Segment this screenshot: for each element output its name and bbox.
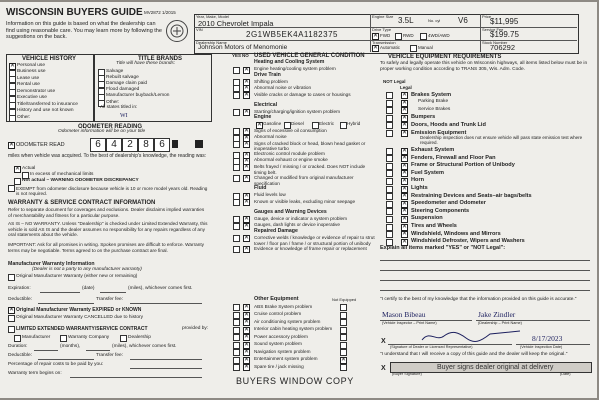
title-brand-item: Damage claim paid: [106, 80, 148, 86]
legal-checkbox[interactable]: ✕: [402, 193, 408, 200]
condition-item: Fluid levels low: [254, 192, 286, 198]
automatic-checkbox[interactable]: ✕: [373, 45, 379, 51]
odometer-option: Not actual – WARNING ODOMETER DISCREPANCY: [22, 177, 139, 183]
not-legal-checkbox[interactable]: [386, 186, 393, 193]
provided-by-label: provided by:: [182, 326, 209, 331]
not-legal-checkbox[interactable]: [386, 122, 393, 129]
legal-checkbox[interactable]: ✕: [402, 185, 408, 192]
history-item: Rental use: [17, 82, 40, 87]
dealership-label: Dealership Name: [196, 40, 227, 45]
equipment-item: Speedometer and Odometer: [411, 200, 486, 207]
transmission-label: Transmission: [372, 40, 396, 45]
title-brand-item: Salvage: [106, 68, 124, 74]
other-equipment-item: Entertainment system problem: [254, 356, 318, 361]
condition-no-checkbox[interactable]: ✕: [244, 222, 250, 229]
fuel-type-checkbox[interactable]: [340, 122, 347, 129]
not-equipped-checkbox[interactable]: [340, 334, 347, 341]
history-item: Lease use: [17, 75, 40, 81]
condition-item: Shifting problem: [254, 78, 288, 84]
awd-label: 4WD/AWD: [428, 33, 450, 38]
not-equipped-checkbox[interactable]: [340, 327, 347, 334]
fwd-label: FWD: [380, 33, 391, 38]
equipment-item: Windshield Defroster, Wipers and Washers: [411, 238, 525, 245]
condition-yes-checkbox[interactable]: [233, 175, 240, 182]
other-equipment-item: Spare tire / jack missing: [254, 363, 304, 369]
price-label: Price: [482, 14, 492, 19]
condition-item: Gauge, device or indicator a system problem: [254, 215, 348, 221]
condition-yes-checkbox[interactable]: [233, 92, 240, 99]
odometer-subtitle: Odometer information will be on your title: [58, 129, 146, 134]
condition-no-checkbox[interactable]: ✕: [244, 192, 250, 199]
orig-cancelled-checkbox[interactable]: [8, 315, 15, 322]
inspector-label: (Vehicle Inspector – Print Name): [382, 321, 437, 325]
title-brands-subtitle: Title will have these brands:: [116, 61, 176, 66]
equipment-no-checkbox[interactable]: ✕: [244, 334, 250, 340]
service-fee-label: Service Fee: [482, 27, 504, 32]
history-item: Business use: [17, 69, 46, 74]
condition-no-checkbox[interactable]: ✕: [244, 164, 250, 171]
odometer-digit-mark: [195, 140, 203, 148]
odometer-option: In excess of mechanical limits: [30, 171, 94, 177]
equipment-item: Emission Equipment: [411, 129, 467, 136]
legal-checkbox[interactable]: ✕: [402, 155, 408, 162]
other-equipment-item: Navigation system problem: [254, 348, 311, 354]
not-equipped-checkbox[interactable]: [340, 312, 347, 319]
vehicle-history-title: VEHICLE HISTORY: [22, 56, 77, 62]
limited-warranty-title: LIMITED EXTENDED WARRANTY/SERVICE CONTRACT: [16, 326, 148, 332]
orig-warranty-applies: Original Manufacturer Warranty (either new or remaining): [16, 274, 138, 279]
condition-no-checkbox[interactable]: ✕: [244, 235, 250, 242]
not-legal-checkbox[interactable]: [386, 107, 393, 114]
emission-note: Dealership inspection does not ensure vehicle will pass state emission test where required.: [420, 135, 583, 146]
condition-item: Abnormal noise or vibration: [254, 84, 312, 90]
page-title: WISCONSIN BUYERS GUIDE: [6, 7, 143, 18]
months-hint: (months),: [60, 344, 81, 349]
not-legal-checkbox[interactable]: [386, 170, 393, 177]
yes-col-label: YES: [232, 53, 242, 58]
percentage-label: Percentage of repair costs to be paid by you:: [8, 362, 104, 367]
equipment-item: Brakes System: [411, 91, 452, 98]
title-brand-item: Rebuilt salvage: [106, 74, 139, 80]
stock-label: Stock Number: [482, 40, 508, 45]
footer-title: BUYERS WINDOW COPY: [236, 376, 354, 386]
equipment-item: Frame or Structural Portion of Unibody: [411, 162, 515, 169]
equipment-yes-checkbox[interactable]: [233, 304, 240, 311]
equipment-yes-checkbox[interactable]: [233, 334, 240, 341]
equipment-item: Bumpers: [411, 114, 436, 121]
legal-checkbox[interactable]: ✕: [402, 162, 408, 169]
equipment-no-checkbox[interactable]: ✕: [244, 364, 250, 370]
dealer-signature: [420, 328, 530, 344]
odometer-option: Actual: [22, 165, 36, 171]
form-number: MV2872 1/2015: [144, 10, 176, 15]
not-legal-checkbox[interactable]: [386, 231, 393, 238]
inspector-name: Mason Bibeau: [382, 310, 426, 319]
equipment-item: Fenders, Firewall and Floor Pan: [411, 154, 496, 161]
condition-no-checkbox[interactable]: ✕: [244, 134, 250, 141]
condition-item: Electronic control module problem: [254, 151, 325, 157]
signature-x-mark: X: [381, 338, 386, 345]
odometer-option-checkbox[interactable]: [8, 185, 15, 192]
condition-section-title: Drive Train: [254, 71, 281, 78]
equipment-requirements-title: VEHICLE EQUIPMENT REQUIREMENTS: [388, 54, 502, 60]
limited-warranty-checkbox[interactable]: [8, 326, 15, 333]
orig-warranty-applies-checkbox[interactable]: [8, 274, 15, 281]
not-legal-checkbox[interactable]: [386, 115, 393, 122]
other-equipment-item: Sound system problem: [254, 341, 302, 346]
history-checkbox[interactable]: ✕: [10, 63, 16, 69]
odometer-digit: 2: [122, 138, 138, 152]
condition-yes-checkbox[interactable]: [233, 141, 240, 148]
date2-label: (Date): [560, 372, 571, 376]
not-equipped-checkbox[interactable]: [340, 349, 347, 356]
equipment-item: Horn: [411, 177, 425, 184]
fuel-type: Gasoline: [263, 121, 282, 127]
price-value: $11,995: [490, 17, 519, 26]
odometer-option-checkbox[interactable]: [14, 178, 21, 185]
history-item: Personal use: [17, 62, 45, 68]
history-item: Title/transferred to insurance: [17, 101, 78, 107]
not-equipped-label: Not Equipped: [332, 297, 357, 302]
other-equipment-title: Other Equipment: [254, 296, 299, 302]
condition-item: Signs of excessive oil consumption: [254, 127, 327, 133]
year-make-model: 2010 Chevrolet Impala: [198, 19, 274, 28]
fuel-type: Diesel: [291, 121, 304, 127]
miles-hint: (miles), whichever comes first.: [128, 286, 193, 291]
equipment-no-checkbox[interactable]: ✕: [244, 304, 250, 310]
condition-no-checkbox[interactable]: ✕: [244, 91, 250, 98]
explain-label: Explain all items marked "YES" or "NOT Legal":: [380, 245, 506, 251]
miles2-hint: (miles), whichever comes first.: [112, 344, 177, 349]
equipment-item: Doors, Hoods and Trunk Lid: [411, 121, 486, 128]
title-brands-title: TITLE BRANDS: [138, 56, 182, 62]
equipment-no-checkbox[interactable]: ✕: [244, 349, 250, 355]
rwd-checkbox[interactable]: [395, 33, 402, 40]
odometer-digit: 8: [138, 138, 154, 152]
title-brand-item: Other:: [106, 99, 120, 105]
condition-no-checkbox[interactable]: ✕: [244, 66, 250, 73]
dealer-rep-label: (Dealership – Print Name): [478, 321, 522, 325]
legal-checkbox[interactable]: ✕: [402, 170, 408, 177]
provider-checkbox[interactable]: [14, 335, 21, 342]
equipment-item: Exhaust System: [411, 147, 455, 153]
condition-item: Gauges, dash lights or device inoperative: [254, 222, 340, 227]
duration-label: Duration:: [8, 344, 28, 349]
provider-checkbox[interactable]: [120, 335, 127, 342]
history-item: History and use not known: [17, 108, 74, 113]
ymm-label: Year, Make, Model: [196, 14, 229, 19]
condition-section-title: Gauges and Warning Devices: [254, 208, 327, 215]
history-item: Other:: [17, 114, 31, 120]
fuel-type: Hybrid: [347, 121, 361, 127]
not-legal-col-label: NOT Legal: [383, 79, 406, 84]
other-equipment-item: Air conditioning system problem: [254, 318, 321, 324]
cyl-label: No. cyl: [428, 18, 441, 23]
provider-option: Warranty Company: [68, 335, 110, 340]
condition-yes-checkbox[interactable]: [233, 246, 240, 253]
condition-item: Abnormal noise: [254, 134, 287, 139]
equipment-no-checkbox[interactable]: ✕: [244, 326, 250, 333]
condition-yes-checkbox[interactable]: [233, 235, 240, 242]
engine-size: 3.5L: [398, 16, 414, 25]
condition-yes-checkbox[interactable]: [233, 164, 240, 171]
odometer-digit: 6: [90, 138, 106, 152]
equipment-yes-checkbox[interactable]: [233, 364, 240, 371]
understand-text: "I understand that I will receive a copy of this guide and the dealer will keep the original.": [380, 352, 568, 357]
warranty-title: WARRANTY & SERVICE CONTRACT INFORMATION: [8, 200, 156, 206]
odometer-read-label: ODOMETER READ: [16, 142, 65, 148]
not-legal-checkbox[interactable]: [386, 224, 393, 231]
equipment-yes-checkbox[interactable]: [233, 342, 240, 349]
vin-value: 2G1WB5EK4A1182375: [246, 30, 338, 39]
not-legal-checkbox[interactable]: [386, 92, 393, 99]
legal-checkbox[interactable]: ✕: [402, 177, 408, 184]
fwd-checkbox[interactable]: ✕: [373, 33, 379, 39]
legal-checkbox[interactable]: ✕: [402, 114, 408, 121]
deductible2-label: Deductible:: [8, 353, 32, 358]
condition-no-checkbox[interactable]: ✕: [244, 216, 250, 223]
date-hint: (date): [82, 286, 95, 291]
manufacturer-warranty-sub: (Dealer is not a party to any manufacturer warranty): [32, 267, 142, 272]
equipment-item: Steering Components: [411, 207, 470, 214]
no-col-label: NO: [242, 53, 249, 58]
legal-col-label: Legal: [400, 85, 412, 90]
certify-text: "I certify to the best of my knowledge that the information provided on this guide is accurate.": [380, 297, 577, 302]
condition-item: Signs of cracked block or head, blown head gasket or inoperative turbo: [254, 140, 366, 152]
legal-checkbox[interactable]: ✕: [402, 231, 408, 238]
equipment-item: Tires and Wheels: [411, 223, 457, 229]
condition-item: Engine heating/cooling system problem: [254, 66, 336, 71]
manual-checkbox[interactable]: [410, 45, 417, 52]
equipment-item: Restraining Devices and Seats–air bags/belts: [411, 192, 532, 199]
dealership-name: Johnson Motors of Menomonie: [198, 44, 288, 51]
equipment-no-checkbox[interactable]: ✕: [244, 341, 250, 348]
fuel-type: Electric: [319, 121, 335, 127]
odometer-note: miles when vehicle was acquired. To the best of dealership's knowledge, the reading was:: [8, 153, 207, 159]
history-checkbox[interactable]: [9, 115, 16, 122]
condition-no-checkbox[interactable]: ✕: [244, 79, 250, 86]
not-legal-checkbox[interactable]: [386, 163, 393, 170]
condition-yes-checkbox[interactable]: [233, 223, 240, 230]
equipment-yes-checkbox[interactable]: [233, 357, 240, 364]
automatic-label: Automatic: [380, 45, 401, 50]
not-equipped-checkbox[interactable]: [340, 319, 347, 326]
date-label: (Vehicle Inspection Date): [520, 345, 563, 349]
not-legal-checkbox[interactable]: [386, 201, 393, 208]
other-equipment-item: Interior cabin heating system problem: [254, 326, 333, 331]
equipment-item: Service Brakes: [418, 106, 451, 112]
all-states-value: WI: [120, 113, 128, 119]
condition-yes-checkbox[interactable]: [233, 109, 240, 116]
condition-yes-checkbox[interactable]: [233, 199, 240, 206]
not-legal-checkbox[interactable]: [386, 148, 393, 155]
equipment-yes-checkbox[interactable]: [233, 327, 240, 334]
drive-label: Drive Type: [372, 27, 392, 32]
title-brand-item: Manufacturer buyback/Lemon: [106, 93, 170, 99]
manual-label: Manual: [418, 45, 433, 50]
not-legal-checkbox[interactable]: [386, 178, 393, 185]
engine-label: Engine Size: [372, 14, 394, 19]
legal-checkbox[interactable]: ✕: [402, 200, 408, 207]
legal-checkbox[interactable]: ✕: [402, 130, 408, 136]
odometer-option: EXEMPT from odometer disclosure because vehicle is 10 or more model years old. Reading is not required.: [16, 185, 208, 196]
legal-checkbox[interactable]: ✕: [402, 223, 408, 230]
equipment-no-checkbox[interactable]: ✕: [244, 311, 250, 318]
equipment-yes-checkbox[interactable]: [233, 349, 240, 356]
buyer-sig-label: (Buyer Signature): [392, 372, 422, 376]
condition-section-title: Repaired Damage: [254, 227, 298, 234]
legal-checkbox[interactable]: ✕: [402, 208, 408, 215]
manufacturer-warranty-title: Manufacturer Warranty Information: [8, 261, 95, 267]
general-condition-title: USED VEHICLE GENERAL CONDITION: [254, 53, 365, 59]
rwd-label: RWD: [403, 33, 414, 38]
cylinders: V6: [458, 16, 468, 25]
odometer-digit-mark: [172, 140, 178, 148]
inspection-date: 8/17/2023: [532, 334, 563, 343]
warranty-begins-label: Warranty term begins on:: [8, 371, 62, 376]
legal-checkbox[interactable]: ✕: [402, 107, 408, 114]
orig-cancelled: Original Manufacturer Warranty CANCELLED due to history: [16, 315, 143, 320]
not-legal-checkbox[interactable]: [386, 130, 393, 137]
legal-checkbox[interactable]: ✕: [402, 99, 408, 106]
transfer-fee-label: Transfer fee:: [96, 297, 124, 302]
equipment-item: Parking Brake: [418, 99, 449, 105]
equipment-no-checkbox[interactable]: ✕: [244, 356, 250, 363]
condition-no-checkbox[interactable]: ✕: [244, 85, 250, 92]
as-is-text: AS IS – NO WARRANTY. Unless "Dealership" is checked under Limited Extended Warranty, this vehicle is sold AS IS and the dealer assumes no responsibility for any repairs regardless of any oral statements about the vehicle.: [8, 221, 208, 237]
other-equipment-item: ABS Brake System problem: [254, 303, 313, 309]
legal-checkbox[interactable]: ✕: [402, 147, 408, 154]
dealer-rep-name: Jake Zindler: [478, 310, 516, 319]
buyers-guide-document: [0, 2, 597, 398]
provider-checkbox[interactable]: [60, 335, 67, 342]
condition-section-title: Fluid: [254, 185, 267, 192]
odometer-title: ODOMETER READING: [78, 124, 143, 130]
condition-item: Abnormal exhaust or engine smoke: [254, 157, 328, 163]
buyer-x-mark: X: [381, 365, 386, 372]
condition-yes-checkbox[interactable]: [233, 67, 240, 74]
condition-no-checkbox[interactable]: ✕: [244, 140, 250, 147]
stock-number: 706292: [490, 43, 516, 52]
transfer-fee2-label: Transfer fee:: [96, 353, 124, 358]
condition-section-title: Heating and Cooling System: [254, 59, 325, 65]
deductible-label: Deductible:: [8, 297, 32, 302]
equipment-item: Lights: [411, 185, 428, 191]
intro-text: Information on this guide is based on what the dealership can find using reasonable care. You may learn more by following the suggestions on the back.: [6, 21, 162, 41]
legal-checkbox[interactable]: ✕: [402, 92, 408, 98]
not-equipped-checkbox[interactable]: [340, 304, 347, 311]
condition-section-title: Electrical: [254, 101, 278, 108]
odometer-read-checkbox[interactable]: ✕: [9, 142, 15, 148]
not-legal-checkbox[interactable]: [386, 208, 393, 215]
history-item: Executive use: [17, 95, 47, 100]
condition-item: Evidence or knowledge of frame repair or replacement: [254, 246, 367, 252]
condition-no-checkbox[interactable]: ✕: [244, 157, 250, 164]
equipment-item: Windshield, Windows and Mirrors: [411, 230, 501, 237]
condition-section-title: Engine: [254, 114, 272, 121]
not-equipped-checkbox[interactable]: [340, 342, 347, 349]
all-states-label: All states titled in:: [100, 105, 138, 110]
condition-item: Visible cracks or damage to cases or housings: [254, 91, 351, 97]
service-fee-value: $199.75: [490, 30, 519, 39]
history-item: Demonstrator use: [17, 88, 56, 94]
equipment-yes-checkbox[interactable]: [233, 319, 240, 326]
other-equipment-item: Cruise control problem: [254, 311, 302, 316]
orig-expired: Original Manufacturer Warranty EXPIRED or KNOWN: [16, 307, 142, 313]
buyer-sign-note: Buyer signs dealer original at delivery: [437, 364, 554, 371]
condition-no-checkbox[interactable]: ✕: [244, 128, 250, 135]
awd-checkbox[interactable]: [420, 33, 427, 40]
condition-item: Starting/charging/ignition system problem: [254, 108, 340, 114]
condition-item: Corrective welds / knowledge or evidence of repair to strut tower / floor pan / frame / or structural portion of unibody: [254, 235, 375, 246]
odometer-digit: 6: [154, 138, 170, 152]
condition-no-checkbox[interactable]: ✕: [244, 109, 250, 116]
legal-checkbox[interactable]: ✕: [402, 215, 408, 222]
not-equipped-checkbox[interactable]: [340, 364, 347, 371]
title-brand-item: Flood damaged: [106, 87, 140, 93]
not-equipped-checkbox[interactable]: ✕: [341, 356, 347, 363]
orig-expired-checkbox[interactable]: ✕: [9, 307, 15, 313]
condition-item: Belts frayed / missing / or cracked. Does NOT include timing belt.: [254, 164, 366, 175]
legal-checkbox[interactable]: ✕: [402, 122, 408, 129]
condition-no-checkbox[interactable]: ✕: [244, 198, 250, 205]
not-legal-checkbox[interactable]: [386, 100, 393, 107]
equipment-item: Suspension: [411, 215, 443, 222]
condition-no-checkbox[interactable]: ✕: [244, 151, 250, 158]
not-legal-checkbox[interactable]: [386, 193, 393, 200]
warranty-disclaimer: Refer to separate document for coverages and exclusions. Dealer disclaims implied warranties of merchantability and fitness for a particular purpose.: [8, 207, 205, 218]
not-legal-checkbox[interactable]: [386, 216, 393, 223]
state-seal-icon: [166, 20, 188, 42]
fuel-type-checkbox[interactable]: ✕: [257, 121, 263, 128]
condition-item: Known or visible leaks, excluding minor seepage: [254, 198, 356, 204]
dealer-sig-label: (Signature of Dealer or Licensed Representative): [390, 345, 473, 349]
condition-no-checkbox[interactable]: ✕: [244, 246, 250, 253]
vin-label: VIN: [196, 27, 203, 32]
provider-option: Manufacturer: [22, 335, 51, 340]
equipment-no-checkbox[interactable]: ✕: [244, 319, 250, 325]
odometer-option-checkbox[interactable]: ✕: [15, 166, 21, 172]
odometer-digit: 4: [106, 138, 122, 152]
legal-checkbox[interactable]: ✕: [402, 238, 408, 245]
not-legal-checkbox[interactable]: [386, 155, 393, 162]
equipment-item: Fuel System: [411, 169, 444, 176]
important-text: IMPORTANT: Ask for all promises in writing. Spoken promises are difficult to enforce. Warranty terms may be negotiable. Terms agreed to on the purchase contract are final.: [8, 242, 204, 253]
other-equipment-item: Power accessory problem: [254, 333, 308, 339]
expiration-label: Expiration:: [8, 286, 31, 291]
provider-option: Dealership: [128, 335, 151, 340]
equipment-intro: To safely and legally operate this vehicle on Wisconsin highways, all items listed below must be in proper working condition according to TRANS 305, Wis. Adm. Code.: [380, 61, 588, 72]
condition-item: Changed or modified from original manufacturer specification: [254, 175, 354, 186]
condition-no-checkbox[interactable]: ✕: [244, 175, 250, 182]
equipment-yes-checkbox[interactable]: [233, 312, 240, 319]
